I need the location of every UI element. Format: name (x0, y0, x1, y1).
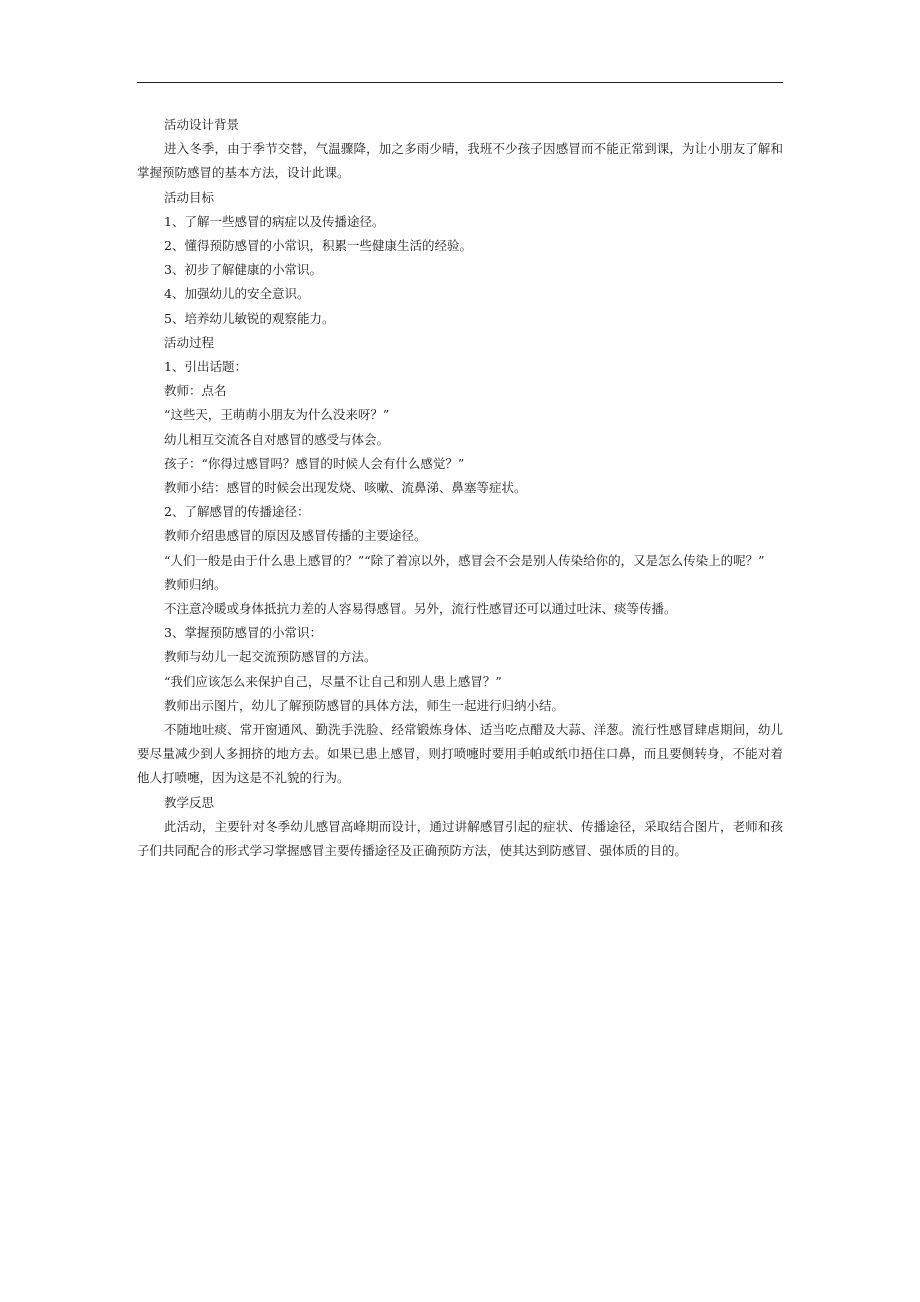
process-paragraph: 教师：点名 (164, 383, 227, 399)
goal-item-4: 4、加强幼儿的安全意识。 (164, 286, 310, 302)
section-heading-goals: 活动目标 (164, 189, 215, 205)
process-paragraph: “这些天，王萌萌小朋友为什么没来呀？” (164, 407, 390, 423)
document-body (137, 113, 783, 863)
process-paragraph: 不注意冷暖或身体抵抗力差的人容易得感冒。另外，流行性感冒还可以通过吐沫、痰等传播。 (164, 601, 677, 617)
background-paragraph: 进入冬季，由于季节交替，气温骤降，加之多雨少晴，我班不少孩子因感冒而不能正常到课，为让小朋友了解和掌握预防感冒的基本方法，设计此课。 (137, 141, 783, 181)
process-paragraph: 幼儿相互交流各自对感冒的感受与体会。 (164, 431, 390, 447)
process-paragraph: “人们一般是由于什么患上感冒的？”“除了着凉以外，感冒会不会是别人传染给你的，又是怎么传染上的呢？” (164, 552, 765, 568)
process-paragraph: 不随地吐痰、常开窗通风、勤洗手洗脸、经常锻炼身体、适当吃点醋及大蒜、洋葱。流行性感冒肆虐期间，幼儿要尽量减少到人多拥挤的地方去。如果已患上感冒，则打喷嚏时要用手帕或纸巾捂住口鼻，而且要侧转身，不能对着他人打喷嚏，因为这是不礼貌的行为。 (137, 722, 783, 786)
section-heading-background: 活动设计背景 (164, 117, 240, 132)
goal-item-3: 3、初步了解健康的小常识。 (164, 262, 322, 278)
goal-item-1: 1、了解一些感冒的病症以及传播途径。 (164, 213, 385, 229)
process-paragraph: 教师小结：感冒的时候会出现发烧、咳嗽、流鼻涕、鼻塞等症状。 (164, 480, 527, 496)
goal-item-2: 2、懂得预防感冒的小常识，积累一些健康生活的经验。 (164, 238, 472, 254)
section-heading-reflection: 教学反思 (164, 794, 215, 810)
process-paragraph: 教师归纳。 (164, 576, 227, 592)
reflection-paragraph: 此活动，主要针对冬季幼儿感冒高峰期而设计，通过讲解感冒引起的症状、传播途径，采取结合图片，老师和孩子们共同配合的形式学习掌握感冒主要传播途径及正确预防方法，使其达到防感冒、强体质的目的。 (137, 818, 783, 859)
process-paragraph: 教师介绍患感冒的原因及感冒传播的主要途径。 (164, 528, 427, 544)
process-step-3-title: 3、掌握预防感冒的小常识： (164, 625, 322, 641)
goal-item-5: 5、培养幼儿敏锐的观察能力。 (164, 310, 335, 326)
process-paragraph: 教师与幼儿一起交流预防感冒的方法。 (164, 649, 377, 665)
process-step-2-title: 2、了解感冒的传播途径： (164, 504, 310, 520)
process-paragraph: 孩子：“你得过感冒吗？感冒的时候人会有什么感觉？” (164, 455, 465, 471)
process-paragraph: “我们应该怎么来保护自己，尽量不让自己和别人患上感冒？” (164, 673, 502, 689)
process-step-1-title: 1、引出话题： (164, 359, 247, 375)
process-paragraph: 教师出示图片，幼儿了解预防感冒的具体方法，师生一起进行归纳小结。 (164, 697, 565, 713)
section-heading-process: 活动过程 (164, 334, 215, 350)
header-rule (137, 82, 783, 83)
